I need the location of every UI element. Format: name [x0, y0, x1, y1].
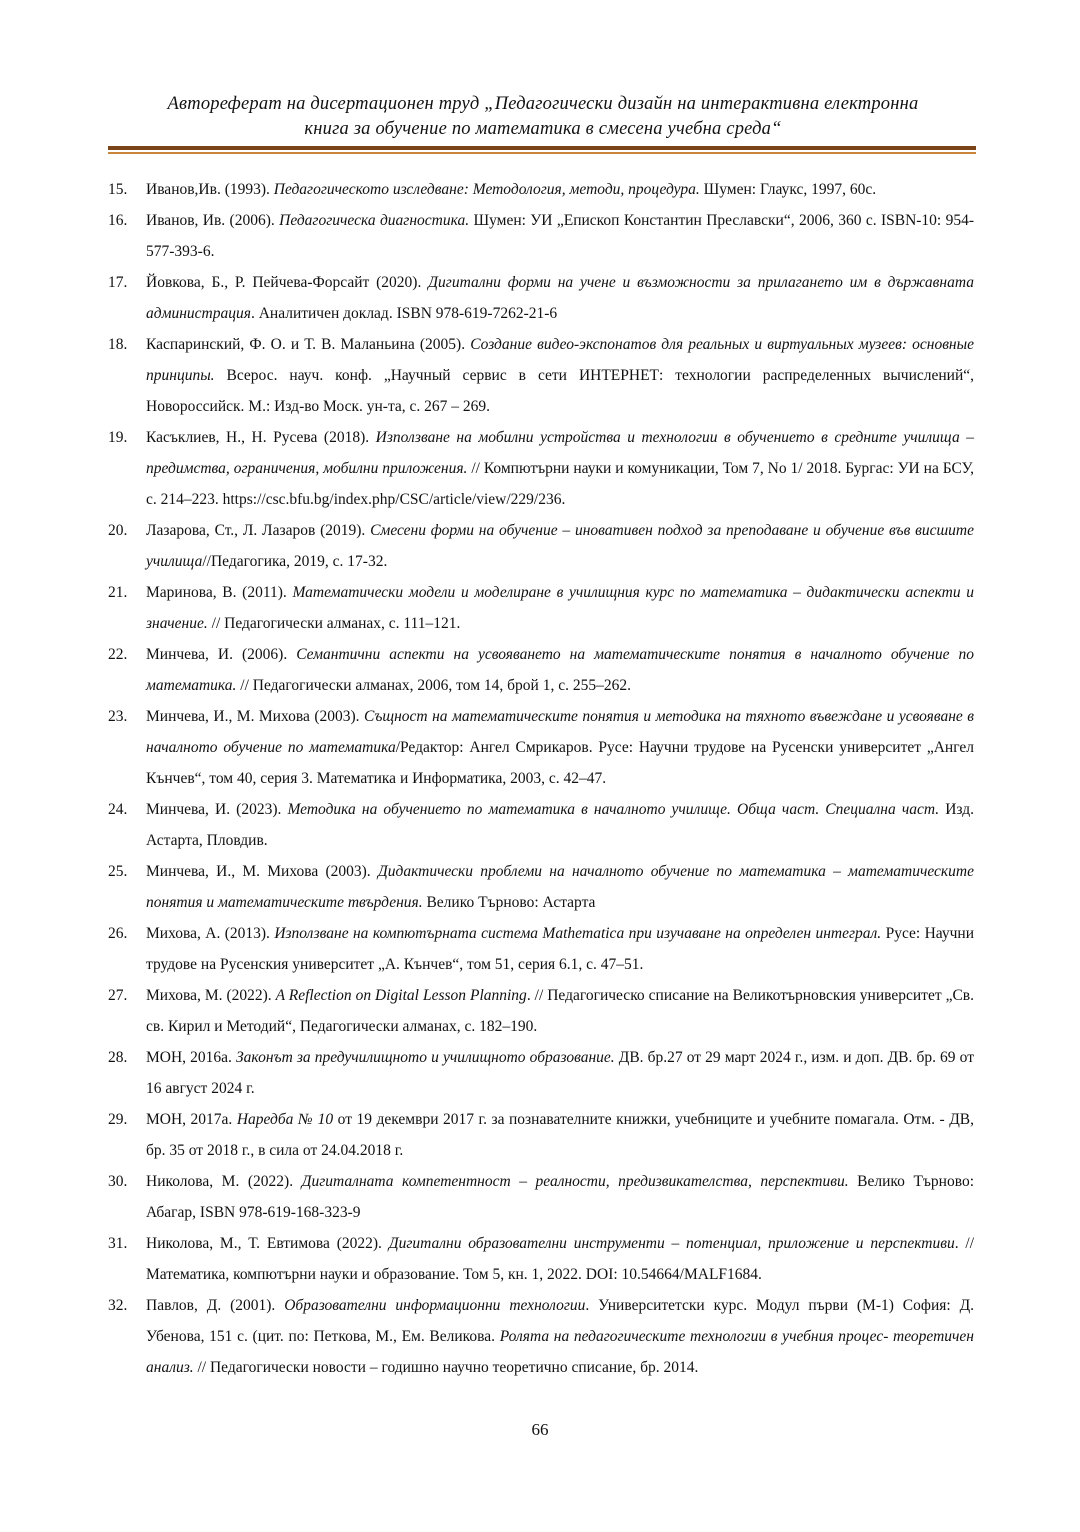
reference-segment: ДВ. бр.27 от 29 март 2024 г., изм. и доп. ДВ. бр. 69 от 16 август 2024 г.	[146, 1049, 974, 1097]
reference-title: Същност на математическите понятия и методика на тяхното въвеждане и усвояване в началното обучение по математика	[146, 708, 974, 756]
reference-number: 17.	[108, 274, 128, 291]
reference-title: Дигитални форми на учене и възможности за прилагането им в държавната администрация	[146, 274, 974, 322]
reference-title: A Reflection on Digital Lesson Planning	[275, 987, 527, 1004]
reference-segment: Русе: Научни трудове на Русенския университет „А. Кънчев“, том 51, серия 6.1, с. 47–51.	[146, 925, 975, 973]
reference-segment: // Педагогически новости – годишно научно теоретично списание, бр. 2014.	[193, 1359, 699, 1376]
reference-text	[146, 1042, 974, 1104]
reference-number: 16.	[108, 212, 128, 229]
reference-title: Математически модели и моделиране в училищния курс по математика – дидактически аспекти и значение.	[146, 584, 974, 632]
reference-item	[108, 174, 974, 205]
reference-text	[146, 1104, 974, 1166]
reference-item	[108, 1042, 974, 1104]
reference-text	[146, 980, 974, 1042]
reference-segment: Шумен: УИ „Епископ Константин Преславски“, 2006, 360 с. ISBN-10: 954-577-393-6.	[146, 212, 975, 260]
reference-text	[146, 205, 974, 267]
reference-title: Използване на мобилни устройства и технологии в обучението в средните училища – предимства, ограничения, мобилни приложения.	[146, 429, 974, 477]
reference-text	[146, 701, 974, 794]
reference-title: Използване на компютърната система Mathematica при изучаване на определен интеграл.	[274, 925, 882, 942]
reference-title: Семантични аспекти на усвояването на математическите понятия в началното обучение по математика.	[146, 646, 974, 694]
reference-title: Создание видео-экспонатов для реальных и виртуальных музеев: основные принципы.	[146, 336, 974, 384]
reference-number: 25.	[108, 863, 128, 880]
reference-title: Образователни информационни технологии	[284, 1297, 586, 1314]
reference-list	[108, 174, 974, 1383]
reference-segment: /Редактор: Ангел Смрикаров. Русе: Научни трудове на Русенски университет „Ангел Кънчев“, том 40, серия 3. Математика и Информатика, 2003, с. 42–47.	[146, 739, 974, 787]
reference-number: 19.	[108, 429, 128, 446]
reference-segment: . // Педагогическо списание на Великотърновския университет „Св. св. Кирил и Методий“, Педагогически алманах, с. 182–190.	[146, 987, 974, 1035]
reference-title: Законът за предучилищното и училищното образование.	[236, 1049, 615, 1066]
reference-text	[146, 174, 974, 205]
reference-item	[108, 1228, 974, 1290]
reference-text	[146, 856, 974, 918]
reference-title: Методика на обучението по математика в началното училище. Обща част. Специална част.	[287, 801, 940, 818]
reference-segment: Каспаринский, Ф. О. и Т. В. Маланьина (2005).	[146, 336, 471, 353]
reference-segment: Всерос. науч. конф. „Научный сервис в сети ИНТЕРНЕТ: технологии распределенных вычислений“, Новороссийск. М.: Изд-во Моск. ун-та, с. 267 – 269.	[146, 367, 974, 415]
reference-number: 29.	[108, 1111, 128, 1128]
reference-segment: МОН, 2017а.	[146, 1111, 237, 1128]
reference-segment: Михова, А. (2013).	[146, 925, 275, 942]
header-rule-light	[108, 152, 976, 154]
reference-item	[108, 515, 974, 577]
reference-item	[108, 794, 974, 856]
reference-segment: Велико Търново: Абагар, ISBN 978-619-168-323-9	[146, 1173, 974, 1221]
reference-item	[108, 980, 974, 1042]
reference-segment: // Педагогически алманах, с. 111–121.	[207, 615, 461, 632]
reference-title: Ролята на педагогическите технологии в учебния процес- теоретичен анализ.	[146, 1328, 974, 1376]
reference-number: 20.	[108, 522, 128, 539]
reference-segment: Лазарова, Ст., Л. Лазаров (2019).	[146, 522, 371, 539]
reference-item	[108, 1166, 974, 1228]
reference-text	[146, 577, 974, 639]
reference-text	[146, 267, 974, 329]
reference-segment: МОН, 2016а.	[146, 1049, 236, 1066]
reference-segment: . // Математика, компютърни науки и образование. Том 5, кн. 1, 2022. DOI: 10.54664/MALF1684.	[146, 1235, 974, 1283]
reference-segment: // Педагогически алманах, 2006, том 14, брой 1, с. 255–262.	[236, 677, 631, 694]
reference-segment: Велико Търново: Астарта	[422, 894, 596, 911]
reference-segment: Изд. Астарта, Пловдив.	[146, 801, 975, 849]
reference-text	[146, 329, 974, 422]
reference-text	[146, 1290, 974, 1383]
reference-title: Наредба № 10	[236, 1111, 334, 1128]
reference-segment: Николова, М. (2022).	[146, 1173, 302, 1190]
reference-segment: Минчева, И. (2006).	[146, 646, 297, 663]
reference-number: 27.	[108, 987, 128, 1004]
reference-segment: Шумен: Глаукс, 1997, 60с.	[699, 181, 877, 198]
reference-text	[146, 515, 974, 577]
page-number: 66	[531, 1420, 549, 1439]
reference-title: Педагогическа диагностика.	[279, 212, 470, 229]
reference-segment: Маринова, В. (2011).	[146, 584, 293, 601]
reference-segment: Иванов,Ив. (1993).	[146, 181, 274, 198]
reference-text	[146, 422, 974, 515]
reference-item	[108, 577, 974, 639]
reference-segment: Касъклиев, Н., Н. Русева (2018).	[146, 429, 376, 446]
reference-text	[146, 1228, 974, 1290]
reference-item	[108, 639, 974, 701]
reference-number: 32.	[108, 1297, 128, 1314]
reference-title: Дидактически проблеми на началното обучение по математика – математическите понятия и математическите твърдения.	[146, 863, 974, 911]
reference-number: 15.	[108, 181, 128, 198]
reference-title: Дигитални образователни инструменти – потенциал, приложение и перспективи	[388, 1235, 955, 1252]
header-line-1: Автореферат на дисертационен труд „Педагогически дизайн на интерактивна електронна	[167, 94, 919, 114]
reference-text	[146, 918, 974, 980]
reference-text	[146, 1166, 974, 1228]
reference-segment: . Университетски курс. Модул първи (М-1) София: Д. Убенова, 151 с. (цит. по: Петкова, М., Ем. Великова.	[146, 1297, 975, 1345]
reference-title: Педагогическото изследване: Методология, методи, процедура.	[273, 181, 700, 198]
reference-segment: Николова, М., Т. Евтимова (2022).	[146, 1235, 389, 1252]
reference-item	[108, 205, 974, 267]
reference-segment: Павлов, Д. (2001).	[146, 1297, 285, 1314]
reference-segment: от 19 декември 2017 г. за познавателните книжки, учебниците и учебните помагала. Отм. - ДВ, бр. 35 от 2018 г., в сила от 24.04.2018 г.	[146, 1111, 974, 1159]
reference-segment: Минчева, И., М. Михова (2003).	[146, 863, 378, 880]
reference-number: 22.	[108, 646, 128, 663]
page-header	[110, 92, 976, 142]
reference-number: 26.	[108, 925, 128, 942]
header-line-2: книга за обучение по математика в смесена учебна среда“	[304, 119, 782, 139]
reference-number: 30.	[108, 1173, 128, 1190]
reference-segment: // Компютърни науки и комуникации, Том 7, No 1/ 2018. Бургас: УИ на БСУ, с. 214–223. https://csc.bfu.bg/index.php/CSC/article/view/229/236.	[146, 460, 974, 508]
reference-item	[108, 918, 974, 980]
reference-segment: Минчева, И., М. Михова (2003).	[146, 708, 365, 725]
reference-number: 24.	[108, 801, 128, 818]
reference-item	[108, 856, 974, 918]
reference-segment: Михова, М. (2022).	[146, 987, 276, 1004]
reference-title: Дигиталната компетентност – реалности, предизвикателства, перспективи.	[301, 1173, 849, 1190]
reference-text	[146, 639, 974, 701]
reference-segment: //Педагогика, 2019, с. 17-32.	[202, 553, 388, 570]
reference-number: 18.	[108, 336, 128, 353]
reference-segment: Минчева, И. (2023).	[146, 801, 288, 818]
reference-item	[108, 267, 974, 329]
reference-segment: . Аналитичен доклад. ISBN 978-619-7262-21-6	[250, 305, 558, 322]
reference-item	[108, 422, 974, 515]
reference-number: 23.	[108, 708, 128, 725]
reference-segment: Йовкова, Б., Р. Пейчева-Форсайт (2020).	[146, 274, 429, 291]
header-rule-dark	[108, 146, 976, 150]
reference-title: Смесени форми на обучение – иновативен подход за преподаване и обучение във висшите училища	[146, 522, 974, 570]
reference-item	[108, 701, 974, 794]
reference-number: 21.	[108, 584, 128, 601]
reference-item	[108, 1104, 974, 1166]
reference-item	[108, 329, 974, 422]
reference-text	[146, 794, 974, 856]
reference-segment: Иванов, Ив. (2006).	[146, 212, 280, 229]
reference-number: 28.	[108, 1049, 128, 1066]
reference-item	[108, 1290, 974, 1383]
reference-number: 31.	[108, 1235, 128, 1252]
